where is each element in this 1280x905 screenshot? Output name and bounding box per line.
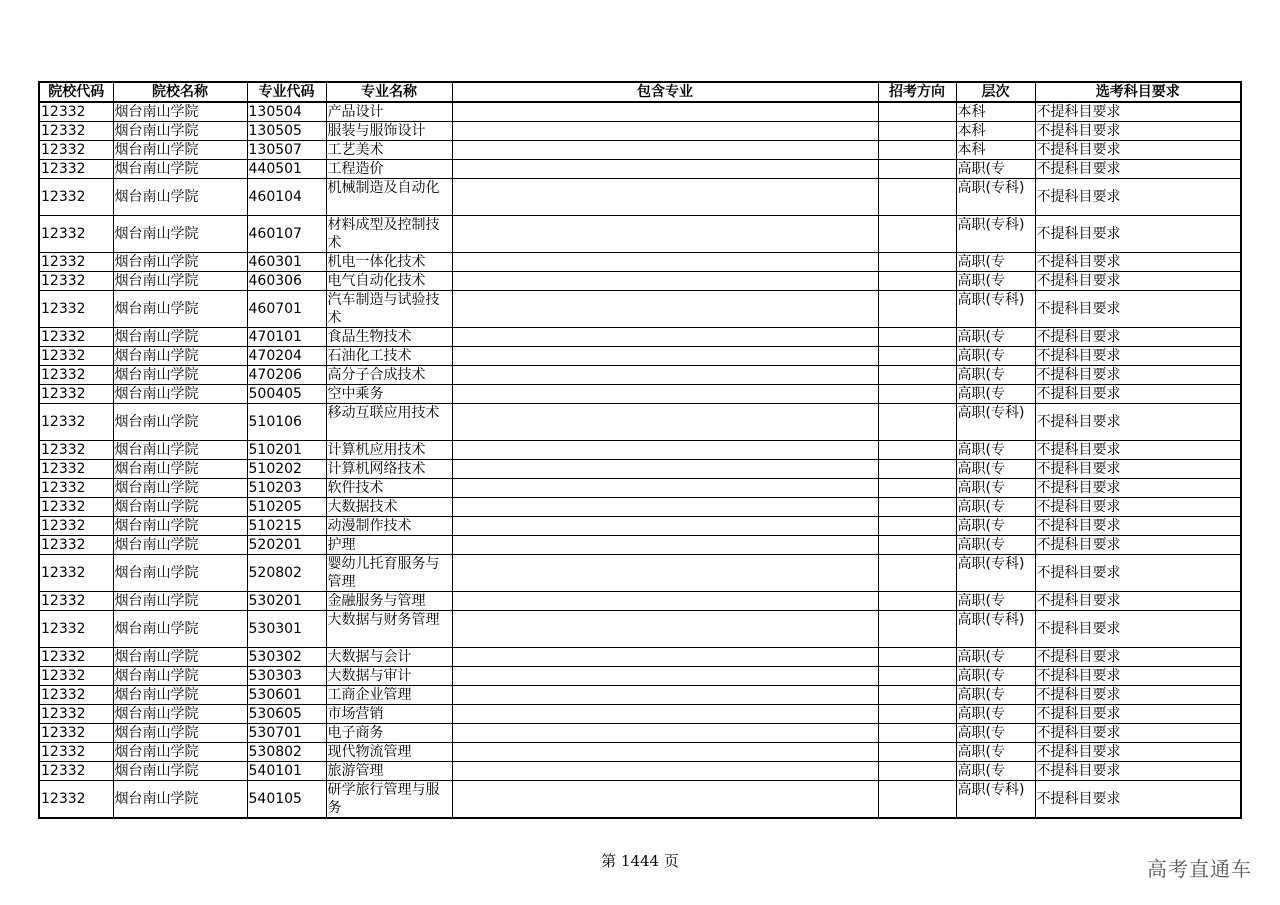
table-row [39, 686, 1241, 705]
cell-major-name: 计算机应用技术 [326, 441, 452, 460]
cell-school-code: 12332 [39, 347, 113, 366]
cell-major-name: 机械制造及自动化 [326, 179, 452, 216]
cell-direction [878, 160, 956, 179]
cell-school-code: 12332 [39, 667, 113, 686]
cell-school-code: 12332 [39, 743, 113, 762]
header-major-code: 专业代码 [247, 82, 326, 102]
cell-direction [878, 347, 956, 366]
cell-included-majors [452, 611, 878, 648]
cell-school-name: 烟台南山学院 [113, 291, 247, 328]
cell-subject-requirement: 不提科目要求 [1035, 724, 1241, 743]
cell-school-name: 烟台南山学院 [113, 517, 247, 536]
table-row [39, 441, 1241, 460]
cell-direction [878, 272, 956, 291]
cell-direction [878, 667, 956, 686]
cell-included-majors [452, 253, 878, 272]
cell-level: 高职(专 [956, 347, 1035, 366]
cell-major-name: 汽车制造与试验技术 [326, 291, 452, 328]
cell-major-name: 大数据技术 [326, 498, 452, 517]
table-row [39, 743, 1241, 762]
cell-subject-requirement: 不提科目要求 [1035, 272, 1241, 291]
cell-level: 本科 [956, 102, 1035, 122]
cell-major-code: 460104 [247, 179, 326, 216]
cell-subject-requirement: 不提科目要求 [1035, 743, 1241, 762]
cell-subject-requirement: 不提科目要求 [1035, 441, 1241, 460]
cell-major-name: 金融服务与管理 [326, 592, 452, 611]
cell-major-name: 移动互联应用技术 [326, 404, 452, 441]
cell-included-majors [452, 122, 878, 141]
cell-level: 高职(专 [956, 667, 1035, 686]
cell-direction [878, 705, 956, 724]
cell-level: 高职(专 [956, 536, 1035, 555]
watermark: 高考直通车 [1147, 857, 1252, 881]
cell-major-name: 食品生物技术 [326, 328, 452, 347]
cell-major-code: 510203 [247, 479, 326, 498]
cell-school-code: 12332 [39, 216, 113, 253]
cell-subject-requirement: 不提科目要求 [1035, 460, 1241, 479]
cell-level: 高职(专 [956, 705, 1035, 724]
cell-level: 高职(专科) [956, 781, 1035, 819]
cell-subject-requirement: 不提科目要求 [1035, 291, 1241, 328]
cell-major-code: 540101 [247, 762, 326, 781]
table-row [39, 347, 1241, 366]
cell-included-majors [452, 160, 878, 179]
cell-included-majors [452, 555, 878, 592]
cell-included-majors [452, 102, 878, 122]
table-row [39, 216, 1241, 253]
cell-school-code: 12332 [39, 404, 113, 441]
cell-major-code: 530301 [247, 611, 326, 648]
cell-major-name: 婴幼儿托育服务与管理 [326, 555, 452, 592]
cell-school-name: 烟台南山学院 [113, 122, 247, 141]
cell-school-name: 烟台南山学院 [113, 705, 247, 724]
cell-subject-requirement: 不提科目要求 [1035, 592, 1241, 611]
cell-level: 高职(专 [956, 441, 1035, 460]
table-body [39, 102, 1241, 818]
header-level: 层次 [956, 82, 1035, 102]
table-row [39, 479, 1241, 498]
cell-subject-requirement: 不提科目要求 [1035, 536, 1241, 555]
table-row [39, 253, 1241, 272]
cell-major-code: 500405 [247, 385, 326, 404]
cell-subject-requirement: 不提科目要求 [1035, 102, 1241, 122]
cell-major-code: 130507 [247, 141, 326, 160]
cell-direction [878, 724, 956, 743]
cell-direction [878, 592, 956, 611]
cell-school-name: 烟台南山学院 [113, 216, 247, 253]
cell-school-code: 12332 [39, 328, 113, 347]
cell-subject-requirement: 不提科目要求 [1035, 555, 1241, 592]
cell-major-code: 530802 [247, 743, 326, 762]
table-row [39, 536, 1241, 555]
cell-major-name: 材料成型及控制技术 [326, 216, 452, 253]
cell-direction [878, 253, 956, 272]
cell-subject-requirement: 不提科目要求 [1035, 404, 1241, 441]
cell-included-majors [452, 404, 878, 441]
cell-direction [878, 291, 956, 328]
cell-major-code: 530605 [247, 705, 326, 724]
cell-included-majors [452, 385, 878, 404]
cell-subject-requirement: 不提科目要求 [1035, 160, 1241, 179]
cell-school-name: 烟台南山学院 [113, 253, 247, 272]
cell-major-code: 530302 [247, 648, 326, 667]
cell-major-name: 电气自动化技术 [326, 272, 452, 291]
cell-major-code: 530601 [247, 686, 326, 705]
cell-major-name: 机电一体化技术 [326, 253, 452, 272]
cell-subject-requirement: 不提科目要求 [1035, 122, 1241, 141]
cell-included-majors [452, 366, 878, 385]
cell-direction [878, 536, 956, 555]
cell-included-majors [452, 686, 878, 705]
table-row [39, 555, 1241, 592]
table-row [39, 648, 1241, 667]
cell-level: 高职(专 [956, 460, 1035, 479]
cell-school-name: 烟台南山学院 [113, 648, 247, 667]
cell-major-name: 服装与服饰设计 [326, 122, 452, 141]
cell-level: 本科 [956, 122, 1035, 141]
cell-school-name: 烟台南山学院 [113, 141, 247, 160]
header-direction: 招考方向 [878, 82, 956, 102]
table-row [39, 592, 1241, 611]
table-row [39, 498, 1241, 517]
header-row [39, 82, 1241, 102]
cell-direction [878, 385, 956, 404]
cell-school-code: 12332 [39, 122, 113, 141]
cell-direction [878, 441, 956, 460]
cell-school-name: 烟台南山学院 [113, 441, 247, 460]
cell-school-code: 12332 [39, 762, 113, 781]
cell-included-majors [452, 347, 878, 366]
cell-included-majors [452, 179, 878, 216]
cell-level: 高职(专 [956, 479, 1035, 498]
cell-subject-requirement: 不提科目要求 [1035, 648, 1241, 667]
table-row [39, 328, 1241, 347]
cell-school-code: 12332 [39, 102, 113, 122]
cell-level: 高职(专科) [956, 291, 1035, 328]
cell-included-majors [452, 648, 878, 667]
cell-school-name: 烟台南山学院 [113, 686, 247, 705]
cell-direction [878, 102, 956, 122]
cell-direction [878, 141, 956, 160]
cell-level: 高职(专 [956, 724, 1035, 743]
cell-included-majors [452, 460, 878, 479]
cell-school-code: 12332 [39, 291, 113, 328]
table-row [39, 141, 1241, 160]
cell-included-majors [452, 536, 878, 555]
cell-major-code: 130505 [247, 122, 326, 141]
header-subject-requirement: 选考科目要求 [1035, 82, 1241, 102]
header-included-majors: 包含专业 [452, 82, 878, 102]
cell-subject-requirement: 不提科目要求 [1035, 762, 1241, 781]
cell-school-code: 12332 [39, 141, 113, 160]
cell-direction [878, 460, 956, 479]
table-row [39, 272, 1241, 291]
cell-school-name: 烟台南山学院 [113, 536, 247, 555]
cell-level: 高职(专 [956, 762, 1035, 781]
cell-subject-requirement: 不提科目要求 [1035, 366, 1241, 385]
cell-major-name: 石油化工技术 [326, 347, 452, 366]
cell-included-majors [452, 517, 878, 536]
header-major-name: 专业名称 [326, 82, 452, 102]
table-row [39, 366, 1241, 385]
cell-direction [878, 404, 956, 441]
cell-included-majors [452, 216, 878, 253]
cell-school-name: 烟台南山学院 [113, 160, 247, 179]
table-row [39, 611, 1241, 648]
cell-direction [878, 781, 956, 819]
cell-subject-requirement: 不提科目要求 [1035, 253, 1241, 272]
cell-major-name: 研学旅行管理与服务 [326, 781, 452, 819]
cell-included-majors [452, 479, 878, 498]
cell-major-code: 510202 [247, 460, 326, 479]
cell-school-code: 12332 [39, 611, 113, 648]
cell-school-name: 烟台南山学院 [113, 611, 247, 648]
cell-major-name: 工程造价 [326, 160, 452, 179]
cell-school-code: 12332 [39, 781, 113, 819]
cell-included-majors [452, 762, 878, 781]
table-row [39, 762, 1241, 781]
cell-level: 高职(专 [956, 592, 1035, 611]
cell-subject-requirement: 不提科目要求 [1035, 216, 1241, 253]
cell-subject-requirement: 不提科目要求 [1035, 498, 1241, 517]
cell-level: 高职(专 [956, 686, 1035, 705]
cell-major-name: 高分子合成技术 [326, 366, 452, 385]
cell-direction [878, 555, 956, 592]
cell-level: 高职(专 [956, 272, 1035, 291]
cell-subject-requirement: 不提科目要求 [1035, 179, 1241, 216]
cell-major-code: 130504 [247, 102, 326, 122]
cell-level: 高职(专科) [956, 611, 1035, 648]
cell-major-name: 旅游管理 [326, 762, 452, 781]
cell-major-code: 460107 [247, 216, 326, 253]
cell-direction [878, 179, 956, 216]
cell-major-code: 510106 [247, 404, 326, 441]
cell-school-code: 12332 [39, 517, 113, 536]
cell-major-code: 530201 [247, 592, 326, 611]
cell-major-name: 护理 [326, 536, 452, 555]
cell-level: 高职(专 [956, 253, 1035, 272]
cell-major-code: 470101 [247, 328, 326, 347]
cell-major-name: 电子商务 [326, 724, 452, 743]
cell-included-majors [452, 743, 878, 762]
cell-school-code: 12332 [39, 479, 113, 498]
table-row [39, 102, 1241, 122]
cell-school-code: 12332 [39, 460, 113, 479]
table-row [39, 291, 1241, 328]
cell-school-code: 12332 [39, 253, 113, 272]
cell-included-majors [452, 272, 878, 291]
cell-school-code: 12332 [39, 272, 113, 291]
cell-major-code: 520802 [247, 555, 326, 592]
cell-direction [878, 122, 956, 141]
cell-school-name: 烟台南山学院 [113, 479, 247, 498]
cell-school-name: 烟台南山学院 [113, 328, 247, 347]
cell-level: 高职(专科) [956, 216, 1035, 253]
cell-school-code: 12332 [39, 179, 113, 216]
cell-major-code: 460306 [247, 272, 326, 291]
cell-subject-requirement: 不提科目要求 [1035, 667, 1241, 686]
cell-subject-requirement: 不提科目要求 [1035, 328, 1241, 347]
table-row [39, 781, 1241, 819]
table-row [39, 122, 1241, 141]
cell-school-code: 12332 [39, 592, 113, 611]
table-row [39, 404, 1241, 441]
cell-included-majors [452, 291, 878, 328]
cell-subject-requirement: 不提科目要求 [1035, 141, 1241, 160]
cell-level: 高职(专科) [956, 404, 1035, 441]
cell-school-name: 烟台南山学院 [113, 743, 247, 762]
cell-direction [878, 648, 956, 667]
cell-direction [878, 479, 956, 498]
cell-school-code: 12332 [39, 724, 113, 743]
table-row [39, 460, 1241, 479]
cell-direction [878, 216, 956, 253]
cell-level: 本科 [956, 141, 1035, 160]
cell-included-majors [452, 141, 878, 160]
cell-school-name: 烟台南山学院 [113, 781, 247, 819]
cell-subject-requirement: 不提科目要求 [1035, 611, 1241, 648]
cell-level: 高职(专 [956, 328, 1035, 347]
cell-included-majors [452, 498, 878, 517]
cell-school-name: 烟台南山学院 [113, 498, 247, 517]
cell-school-code: 12332 [39, 498, 113, 517]
cell-major-name: 现代物流管理 [326, 743, 452, 762]
cell-school-code: 12332 [39, 686, 113, 705]
cell-direction [878, 328, 956, 347]
cell-level: 高职(专 [956, 385, 1035, 404]
cell-direction [878, 762, 956, 781]
table-row [39, 517, 1241, 536]
cell-major-name: 动漫制作技术 [326, 517, 452, 536]
header-school-code: 院校代码 [39, 82, 113, 102]
cell-direction [878, 686, 956, 705]
cell-subject-requirement: 不提科目要求 [1035, 517, 1241, 536]
cell-major-code: 530303 [247, 667, 326, 686]
cell-school-code: 12332 [39, 705, 113, 724]
cell-major-name: 工艺美术 [326, 141, 452, 160]
cell-major-code: 440501 [247, 160, 326, 179]
cell-school-name: 烟台南山学院 [113, 366, 247, 385]
cell-major-code: 510215 [247, 517, 326, 536]
cell-school-name: 烟台南山学院 [113, 385, 247, 404]
cell-included-majors [452, 667, 878, 686]
cell-subject-requirement: 不提科目要求 [1035, 705, 1241, 724]
table-row [39, 705, 1241, 724]
cell-school-name: 烟台南山学院 [113, 102, 247, 122]
cell-major-code: 520201 [247, 536, 326, 555]
cell-major-name: 工商企业管理 [326, 686, 452, 705]
cell-school-name: 烟台南山学院 [113, 460, 247, 479]
cell-included-majors [452, 328, 878, 347]
cell-major-name: 大数据与会计 [326, 648, 452, 667]
cell-level: 高职(专 [956, 160, 1035, 179]
cell-school-code: 12332 [39, 536, 113, 555]
cell-major-name: 空中乘务 [326, 385, 452, 404]
cell-major-code: 470206 [247, 366, 326, 385]
cell-level: 高职(专科) [956, 179, 1035, 216]
cell-subject-requirement: 不提科目要求 [1035, 479, 1241, 498]
cell-major-code: 460301 [247, 253, 326, 272]
cell-included-majors [452, 592, 878, 611]
cell-major-code: 470204 [247, 347, 326, 366]
header-school-name: 院校名称 [113, 82, 247, 102]
cell-major-name: 计算机网络技术 [326, 460, 452, 479]
cell-included-majors [452, 705, 878, 724]
cell-level: 高职(专 [956, 498, 1035, 517]
cell-included-majors [452, 441, 878, 460]
cell-school-code: 12332 [39, 648, 113, 667]
cell-major-code: 510205 [247, 498, 326, 517]
cell-school-name: 烟台南山学院 [113, 724, 247, 743]
cell-direction [878, 743, 956, 762]
table-row [39, 724, 1241, 743]
cell-major-name: 市场营销 [326, 705, 452, 724]
cell-included-majors [452, 781, 878, 819]
table-row [39, 179, 1241, 216]
cell-level: 高职(专 [956, 648, 1035, 667]
cell-major-name: 大数据与审计 [326, 667, 452, 686]
cell-direction [878, 517, 956, 536]
cell-subject-requirement: 不提科目要求 [1035, 781, 1241, 819]
cell-subject-requirement: 不提科目要求 [1035, 385, 1241, 404]
table-row [39, 385, 1241, 404]
cell-school-name: 烟台南山学院 [113, 272, 247, 291]
cell-school-name: 烟台南山学院 [113, 347, 247, 366]
cell-major-name: 大数据与财务管理 [326, 611, 452, 648]
cell-major-code: 530701 [247, 724, 326, 743]
cell-school-code: 12332 [39, 385, 113, 404]
cell-school-name: 烟台南山学院 [113, 404, 247, 441]
table-row [39, 667, 1241, 686]
cell-subject-requirement: 不提科目要求 [1035, 347, 1241, 366]
page-number: 第 1444 页 [601, 852, 679, 870]
cell-school-code: 12332 [39, 555, 113, 592]
admissions-table [38, 81, 1242, 819]
cell-level: 高职(专 [956, 366, 1035, 385]
cell-school-name: 烟台南山学院 [113, 667, 247, 686]
cell-school-name: 烟台南山学院 [113, 555, 247, 592]
cell-major-code: 540105 [247, 781, 326, 819]
cell-school-code: 12332 [39, 160, 113, 179]
cell-direction [878, 611, 956, 648]
cell-level: 高职(专科) [956, 555, 1035, 592]
cell-school-name: 烟台南山学院 [113, 592, 247, 611]
cell-major-name: 产品设计 [326, 102, 452, 122]
cell-level: 高职(专 [956, 517, 1035, 536]
table-row [39, 160, 1241, 179]
cell-included-majors [452, 724, 878, 743]
cell-major-code: 510201 [247, 441, 326, 460]
cell-school-name: 烟台南山学院 [113, 179, 247, 216]
cell-school-code: 12332 [39, 441, 113, 460]
cell-direction [878, 366, 956, 385]
cell-school-name: 烟台南山学院 [113, 762, 247, 781]
cell-major-name: 软件技术 [326, 479, 452, 498]
cell-school-code: 12332 [39, 366, 113, 385]
cell-major-code: 460701 [247, 291, 326, 328]
cell-direction [878, 498, 956, 517]
cell-subject-requirement: 不提科目要求 [1035, 686, 1241, 705]
cell-level: 高职(专 [956, 743, 1035, 762]
